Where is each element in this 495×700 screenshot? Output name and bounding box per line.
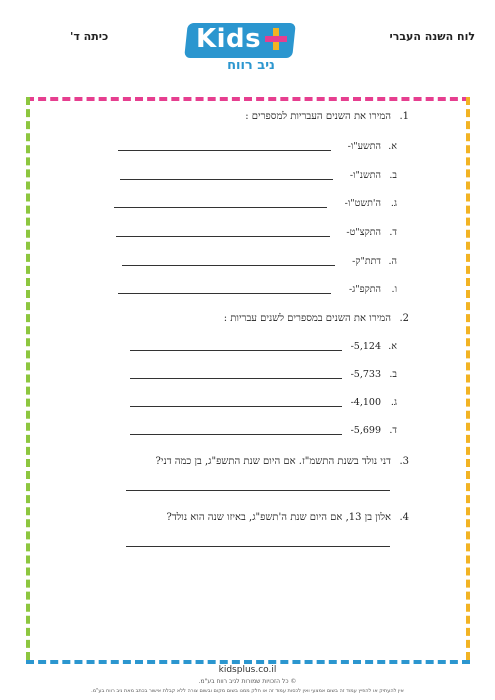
kidsplus-logo — [186, 23, 298, 74]
q1-item-value: התקצ"ט- — [346, 227, 381, 238]
q1-answer-line-c[interactable] — [114, 207, 327, 208]
q2-item-letter: ד. — [389, 425, 397, 436]
q1-item-letter: ה. — [388, 256, 397, 267]
q1-item-letter: א. — [388, 141, 397, 152]
question-3-number: 3. — [399, 456, 409, 467]
footer-legal-notice: אין להעתיק או להפיץ עמוד זה בשום אמצעי ואין לכסות עמוד זה או חלק ממנו בשום מקום ובשום צורה ללא קבלת אישור בכתב מאת ניב רווח בע"מ. — [91, 688, 404, 694]
q2-answer-line-a[interactable] — [130, 350, 342, 351]
frame-border-bottom — [26, 660, 470, 664]
q1-answer-line-d[interactable] — [116, 236, 330, 237]
q2-item-c — [351, 397, 397, 408]
question-1 — [245, 111, 409, 122]
logo-brand-text: Kids — [196, 24, 262, 54]
q2-item-b — [351, 369, 397, 380]
q2-answer-line-b[interactable] — [130, 378, 342, 379]
question-4-number: 4. — [399, 512, 409, 523]
question-4-text: אלון בן 13, אם היום שנת ה'תשפ"ג, באיזו שנה הוא נולד? — [166, 512, 391, 523]
question-2-number: 2. — [399, 313, 409, 324]
frame-border-left — [26, 97, 30, 660]
q1-answer-line-e[interactable] — [122, 265, 335, 266]
question-3-text: דני נולד בשנת התשמ"ז. אם היום שנת התשפ"ג, בן כמה דני? — [155, 456, 391, 467]
q3-answer-line[interactable] — [126, 490, 390, 491]
q1-item-c — [345, 198, 397, 209]
q2-item-value: 5,699- — [350, 425, 381, 436]
q1-item-a — [348, 141, 397, 152]
q1-answer-line-a[interactable] — [118, 150, 331, 151]
q2-item-letter: ג. — [390, 397, 397, 408]
q1-item-letter: ג. — [390, 198, 397, 209]
footer-url[interactable]: kidsplus.co.il — [218, 665, 277, 675]
question-1-text: המירו את השנים העבריות למספרים : — [245, 111, 391, 122]
q1-item-f — [349, 284, 397, 295]
q1-item-b — [350, 170, 397, 181]
q2-item-letter: ב. — [389, 369, 397, 380]
q2-item-d — [351, 425, 397, 436]
q1-item-value: התשע"ו- — [347, 141, 381, 152]
q4-answer-line[interactable] — [126, 546, 390, 547]
q2-item-value: 5,733- — [350, 369, 381, 380]
question-4 — [166, 512, 409, 523]
q2-item-value: 5,124- — [350, 341, 381, 352]
q1-item-letter: ו. — [391, 284, 397, 295]
question-3 — [155, 456, 409, 467]
q1-item-d — [346, 227, 397, 238]
q1-item-letter: ב. — [389, 170, 397, 181]
q2-item-value: 4,100- — [350, 397, 381, 408]
q1-item-value: דתת"ק- — [352, 256, 381, 267]
q1-item-value: התקפ"ג- — [348, 284, 381, 295]
q1-item-letter: ד. — [389, 227, 397, 238]
footer-copyright: © כל הזכויות שמורות לניב רווח בע"מ. — [198, 678, 297, 685]
question-2-text: המירו את השנים במספרים לשנים עבריות : — [223, 313, 391, 324]
question-1-number: 1. — [399, 111, 409, 122]
q2-answer-line-c[interactable] — [130, 406, 342, 407]
q1-answer-line-f[interactable] — [118, 293, 331, 294]
worksheet-title: לוח השנה העברי — [389, 30, 475, 43]
q2-answer-line-d[interactable] — [130, 434, 342, 435]
frame-border-right — [466, 97, 470, 660]
q2-item-letter: א. — [388, 341, 397, 352]
q2-item-a — [351, 341, 397, 352]
grade-label: כיתה ד' — [70, 30, 109, 43]
q1-answer-line-b[interactable] — [120, 179, 333, 180]
q1-item-value: התשנ"ו- — [349, 170, 381, 181]
q1-item-value: ה'תשט"ו- — [344, 198, 381, 209]
logo-subtitle: ניב רווח — [227, 58, 275, 73]
q1-item-e — [352, 256, 397, 267]
question-2 — [224, 313, 409, 324]
logo-plus-bar — [265, 36, 287, 42]
frame-border-top — [26, 97, 470, 101]
